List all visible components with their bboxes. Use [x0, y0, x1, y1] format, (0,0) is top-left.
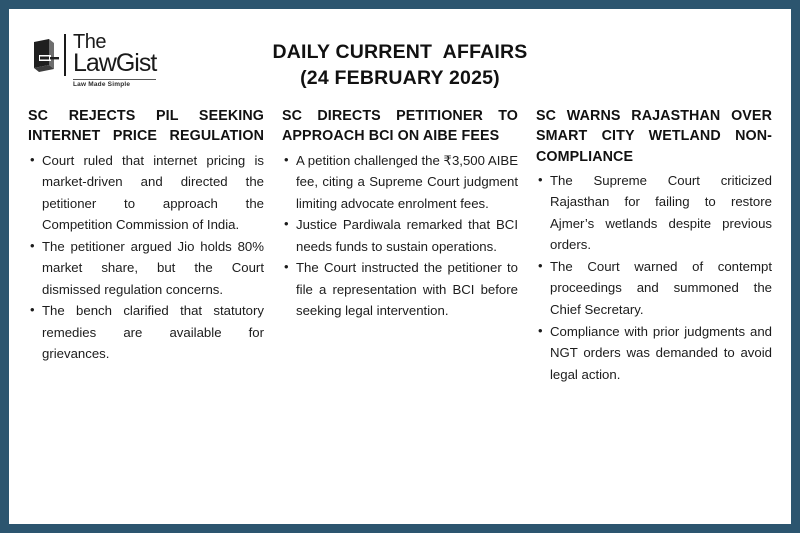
poster-header — [26, 20, 774, 98]
poster-canvas — [10, 10, 790, 523]
list-item: • The bench clarified that statutory remedies are available for grievances. — [28, 300, 264, 365]
brand-logo — [30, 32, 156, 89]
list-item: • A petition challenged the ₹3,500 AIBE fee, citing a Supreme Court judgment limiting advocate enrolment fees. — [282, 150, 518, 215]
list-item: • The Supreme Court criticized Rajasthan for failing to restore Ajmer’s wetlands despite previous orders. — [536, 170, 772, 256]
news-columns — [26, 98, 774, 385]
column-3-heading: SC WARNS RAJASTHAN OVER SMART CITY WETLAND NON-COMPLIANCE — [536, 108, 772, 165]
news-column-1 — [28, 106, 264, 385]
news-column-2 — [282, 106, 518, 385]
list-item: • Justice Pardiwala remarked that BCI needs funds to sustain operations. — [282, 214, 518, 257]
column-3-bullet-list — [536, 170, 772, 385]
brand-line-the: The — [73, 31, 106, 53]
law-book-gavel-logo-icon — [30, 38, 60, 74]
brand-divider — [64, 34, 66, 76]
brand-line-lawgist: LawGist — [73, 49, 157, 77]
page-title-line-2: (24 FEBRUARY 2025) — [300, 66, 500, 89]
column-1-heading: SC REJECTS PIL SEEKING INTERNET PRICE REGULATION — [28, 108, 264, 145]
list-item: • Compliance with prior judgments and NGT orders was demanded to avoid legal action. — [536, 321, 772, 386]
list-item: • The Court instructed the petitioner to file a representation with BCI before seeking legal intervention. — [282, 257, 518, 322]
column-2-heading: SC DIRECTS PETITIONER TO APPROACH BCI ON AIBE FEES — [282, 108, 518, 145]
column-1-bullet-list — [28, 150, 264, 365]
list-item: • The petitioner argued Jio holds 80% market share, but the Court dismissed regulation concerns. — [28, 236, 264, 301]
brand-wordmark — [73, 32, 156, 89]
column-2-bullet-list — [282, 150, 518, 322]
news-column-3 — [536, 106, 772, 385]
page-title-line-1: DAILY CURRENT AFFAIRS — [272, 41, 528, 63]
list-item: • Court ruled that internet pricing is market-driven and directed the petitioner to approach the Competition Commission of India. — [28, 150, 264, 236]
list-item: • The Court warned of contempt proceedings and summoned the Chief Secretary. — [536, 256, 772, 321]
brand-tagline: Law Made Simple — [73, 79, 156, 89]
